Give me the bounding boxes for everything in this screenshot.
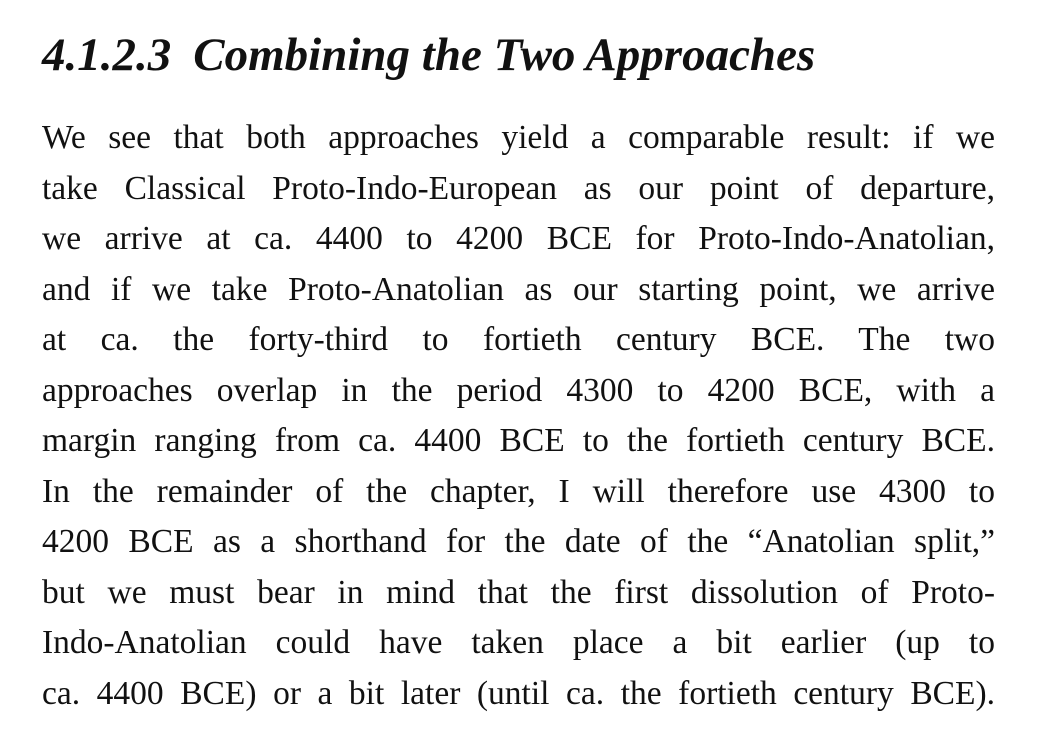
body-paragraph	[42, 113, 995, 719]
paragraph-line: ca. 4400 BCE) or a bit later (until ca. the fortieth century BCE).	[42, 674, 995, 712]
section-heading	[42, 24, 815, 86]
paragraph-line: margin ranging from ca. 4400 BCE to the fortieth century BCE.	[42, 422, 995, 459]
section-title: Combining the Two Approaches	[193, 29, 816, 81]
paragraph-line: approaches overlap in the period 4300 to 4200 BCE, with a	[42, 371, 995, 409]
paragraph-line: Indo-Anatolian could have taken place a bit earlier (up to	[42, 624, 995, 661]
paragraph-line: at ca. the forty-third to fortieth century BCE. The two	[42, 321, 995, 358]
paragraph-line: In the remainder of the chapter, I will therefore use 4300 to	[42, 472, 995, 510]
paragraph-line: but we must bear in mind that the first dissolution of Proto-	[42, 573, 995, 611]
section-number: 4.1.2.3	[42, 29, 172, 81]
paragraph-line: 4200 BCE as a shorthand for the date of the “Anatolian split,”	[42, 523, 995, 560]
paragraph-line: take Classical Proto-Indo-European as our point of departure,	[42, 169, 995, 207]
paragraph-line: and if we take Proto-Anatolian as our starting point, we arrive	[42, 270, 995, 308]
paragraph-line: We see that both approaches yield a comparable result: if we	[42, 119, 995, 156]
paragraph-line: we arrive at ca. 4400 to 4200 BCE for Proto-Indo-Anatolian,	[42, 220, 995, 257]
